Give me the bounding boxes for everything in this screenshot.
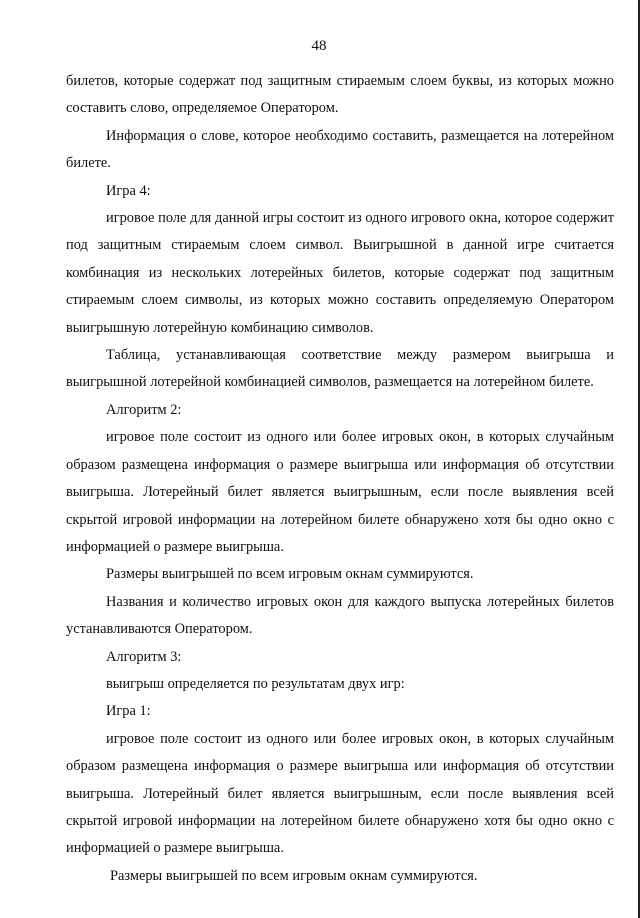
paragraph-game-1-description: игровое поле состоит из одного или более игровых окон, в которых случайным образом размещена информация о размере выигрыша или информация об отсутствии выигрыша. Лотерейный билет является выигрышным, если после выявления всей скрытой игровой информации на лотерейном билете обнаружено хотя бы одно окно с информацией о размере выигрыша. [66,730,614,857]
heading-game-4: Игра 4: [106,182,151,199]
heading-game-1: Игра 1: [106,703,151,720]
paragraph-algorithm-2-description: игровое поле состоит из одного или более игровых окон, в которых случайным образом размещена информация о размере выигрыша или информация об отсутствии выигрыша. Лотерейный билет является выигрышным, если после выявления всей скрытой игровой информации на лотерейном билете обнаружено хотя бы одно окно с информацией о размере выигрыша. [66,429,614,555]
paragraph-prize-sum-final: Размеры выигрышей по всем игровым окнам суммируются. [110,867,478,884]
document-body [66,68,614,890]
paragraph-prize-sum: Размеры выигрышей по всем игровым окнам суммируются. [106,566,474,583]
paragraph-word-info: Информация о слове, которое необходимо составить, размещается на лотерейном билете. [66,127,614,172]
paragraph-game-4-description: игровое поле для данной игры состоит из одного игрового окна, которое содержит под защитным стираемым слоем символ. Выигрышной в данной игре считается комбинация из нескольких лотерейных билетов, которые содержат под защитным стираемым слоем символы, из которых можно составить определяемую Оператором выигрышную лотерейную комбинацию символов. [66,210,614,336]
page-number: 48 [311,38,327,54]
paragraph-prize-table: Таблица, устанавливающая соответствие между размером выигрыша и выигрышной лотерейной комбинацией символов, размещается на лотерейном билете. [66,347,614,391]
heading-algorithm-3: Алгоритм 3: [106,648,182,665]
heading-algorithm-2: Алгоритм 2: [106,401,182,418]
paragraph-two-games: выигрыш определяется по результатам двух игр: [106,675,405,692]
paragraph-window-names: Названия и количество игровых окон для каждого выпуска лотерейных билетов устанавливаются Оператором. [66,593,614,638]
paragraph-continuation: билетов, которые содержат под защитным стираемым слоем буквы, из которых можно составить слово, определяемое Оператором. [66,73,614,117]
